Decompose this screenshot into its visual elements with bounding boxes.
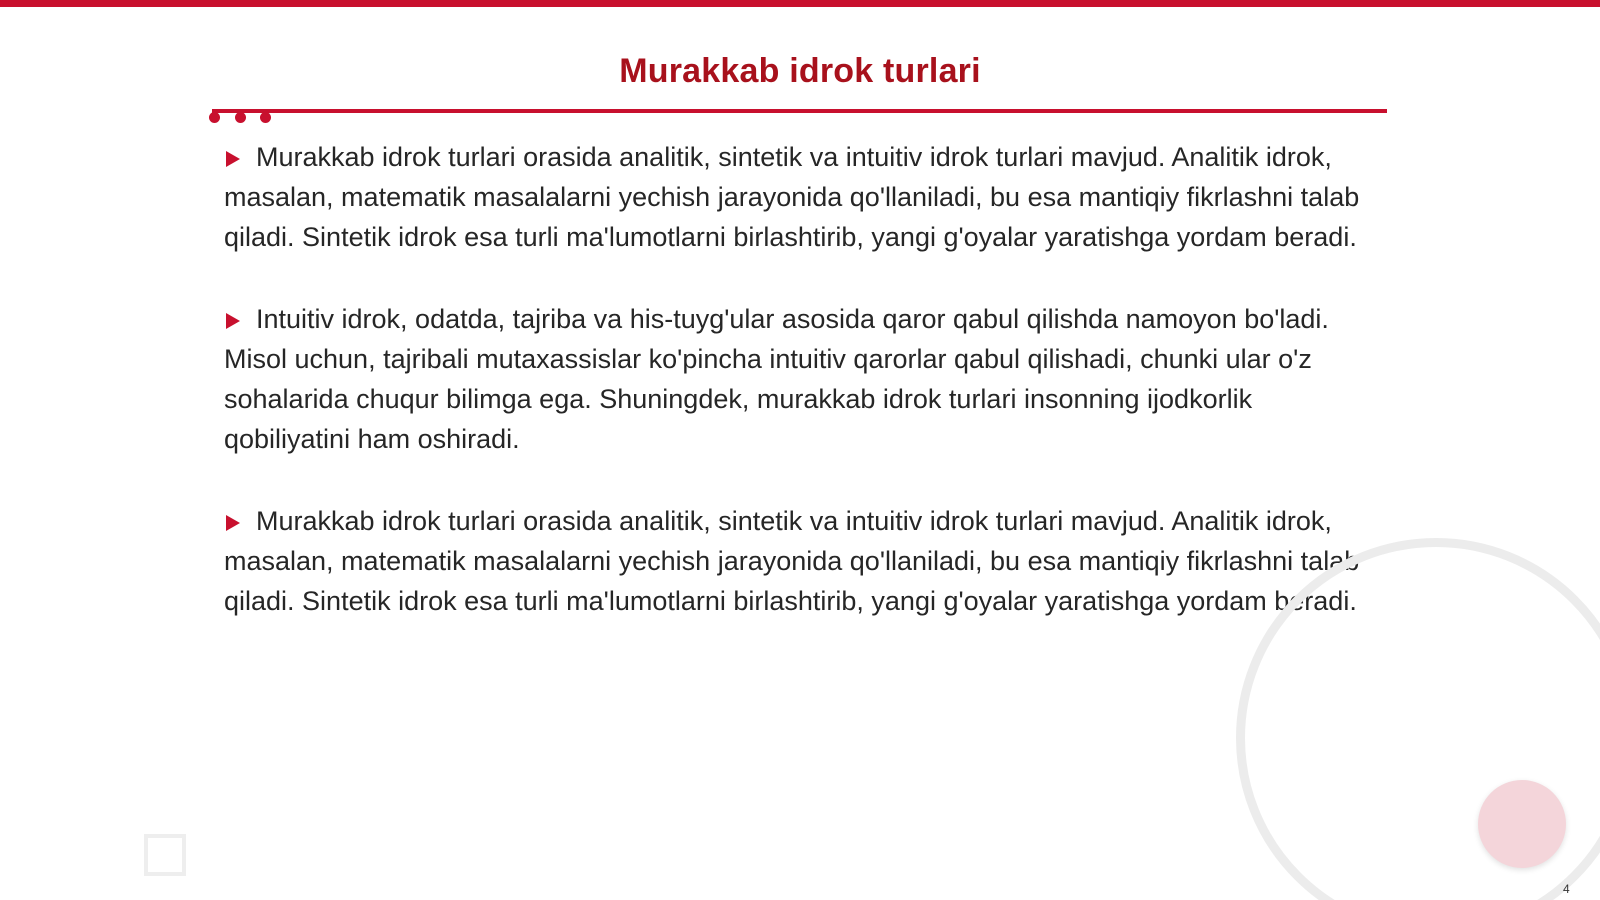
top-accent-bar <box>0 0 1600 7</box>
bullet-text: Murakkab idrok turlari orasida analitik, sintetik va intuitiv idrok turlari mavjud. Analitik idrok, masalan, matematik masalalarni yechish jarayonida qo'llaniladi, bu esa mantiqiy fikrlashni talab qiladi. Sintetik idrok esa turli ma'lumotlarni birlashtirib, yangi g'oyalar yaratishga yordam beradi. <box>224 506 1360 616</box>
underline-dot <box>235 112 246 123</box>
bullet-text: Intuitiv idrok, odatda, tajriba va his-tuyg'ular asosida qaror qabul qilishda namoyon bo'ladi. Misol uchun, tajribali mutaxassislar ko'pincha intuitiv qarorlar qabul qilishadi, chunki ular o'z sohalarida chuqur bilimga ega. Shuningdek, murakkab idrok turlari insonning ijodkorlik qobiliyatini ham oshiradi. <box>224 304 1329 454</box>
bullet-paragraph <box>224 501 1384 621</box>
bullet-text: Murakkab idrok turlari orasida analitik, sintetik va intuitiv idrok turlari mavjud. Analitik idrok, masalan, matematik masalalarni yechish jarayonida qo'llaniladi, bu esa mantiqiy fikrlashni talab qiladi. Sintetik idrok esa turli ma'lumotlarni birlashtirib, yangi g'oyalar yaratishga yordam beradi. <box>224 142 1360 252</box>
decorative-circle <box>1478 780 1566 868</box>
underline-dot <box>260 112 271 123</box>
slide-title: Murakkab idrok turlari <box>619 52 981 90</box>
page-number: 4 <box>1563 882 1570 896</box>
title-underline <box>212 109 1387 113</box>
decorative-square <box>144 834 186 876</box>
bullet-list <box>224 137 1384 663</box>
arrow-bullet-icon <box>226 515 240 531</box>
underline-dot <box>209 112 220 123</box>
arrow-bullet-icon <box>226 151 240 167</box>
arrow-bullet-icon <box>226 313 240 329</box>
bullet-paragraph <box>224 137 1384 257</box>
bullet-paragraph <box>224 299 1384 459</box>
